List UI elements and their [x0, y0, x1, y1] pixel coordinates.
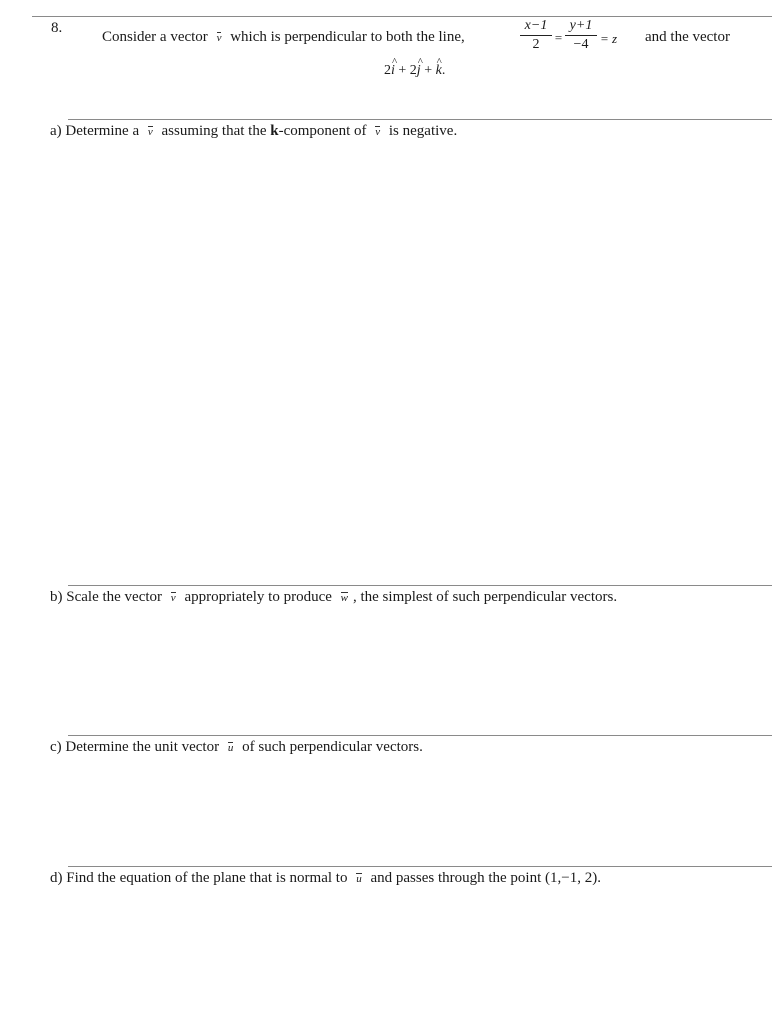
- intro-mid-text: which is perpendicular to both the line,: [230, 29, 465, 45]
- part-a-post2: is negative.: [388, 123, 458, 139]
- intro-end-text: and the vector: [645, 29, 730, 45]
- part-d-pre: Find the equation of the plane that is normal to: [66, 870, 348, 886]
- part-b-comma: ,: [352, 589, 357, 605]
- part-c-pre: Determine the unit vector: [65, 739, 220, 755]
- frac1-numerator: x−1: [520, 19, 552, 36]
- intro-text: Consider a vector: [102, 29, 208, 45]
- part-a-pre: Determine a: [65, 123, 140, 139]
- part-a-text: [50, 124, 457, 139]
- part-a-rule: [68, 119, 772, 120]
- part-a-label: a): [50, 123, 62, 139]
- coef-1: 2: [384, 63, 391, 78]
- coef-2: 2: [409, 63, 417, 78]
- vector-v-symbol: v: [212, 33, 227, 44]
- part-c-rule: [68, 735, 772, 736]
- vector-u-symbol: u: [223, 743, 239, 754]
- frac1-denominator: 2: [532, 37, 540, 52]
- plus-2: +: [424, 63, 433, 78]
- part-d-label: d): [50, 870, 63, 886]
- vector-v-symbol: v: [143, 127, 158, 138]
- part-a-post1: -component of: [278, 123, 367, 139]
- point-coordinates: (1,−1, 2).: [545, 870, 601, 886]
- part-d-rule: [68, 866, 772, 867]
- top-rule: [32, 16, 772, 17]
- second-vector: [384, 64, 445, 78]
- line-eq-tail: = z: [600, 31, 618, 46]
- part-c-text: [50, 740, 423, 755]
- part-b-text: [50, 590, 617, 605]
- vector-v-symbol: v: [166, 593, 181, 604]
- vector-u-symbol: u: [351, 874, 367, 885]
- plus-1: +: [398, 63, 407, 78]
- vector-v-symbol: v: [370, 127, 385, 138]
- question-intro-line: [102, 30, 465, 45]
- unit-k-symbol: k ^: [436, 64, 442, 78]
- part-b-label: b): [50, 589, 63, 605]
- line-eq-equals: =: [554, 30, 563, 45]
- frac2-numerator: y+1: [565, 19, 597, 36]
- frac2-denominator: −4: [573, 37, 589, 52]
- unit-i-symbol: i ^: [391, 64, 395, 78]
- part-b-post: the simplest of such perpendicular vectors.: [360, 589, 618, 605]
- vector-period: .: [441, 63, 446, 78]
- question-number: 8.: [51, 20, 63, 36]
- part-b-rule: [68, 585, 772, 586]
- part-c-label: c): [50, 739, 62, 755]
- part-d-post: and passes through the point: [370, 870, 542, 886]
- k-bold: k: [270, 123, 279, 139]
- vector-w-symbol: w: [336, 593, 353, 604]
- unit-j-symbol: j ^: [417, 64, 421, 78]
- line-eq-fraction-x: [520, 19, 552, 52]
- part-b-pre: Scale the vector: [66, 589, 163, 605]
- part-d-text: [50, 871, 601, 886]
- part-a-mid: assuming that the: [161, 123, 267, 139]
- part-b-mid: appropriately to produce: [184, 589, 332, 605]
- line-eq-fraction-y: [565, 19, 597, 52]
- part-c-post: of such perpendicular vectors.: [242, 739, 423, 755]
